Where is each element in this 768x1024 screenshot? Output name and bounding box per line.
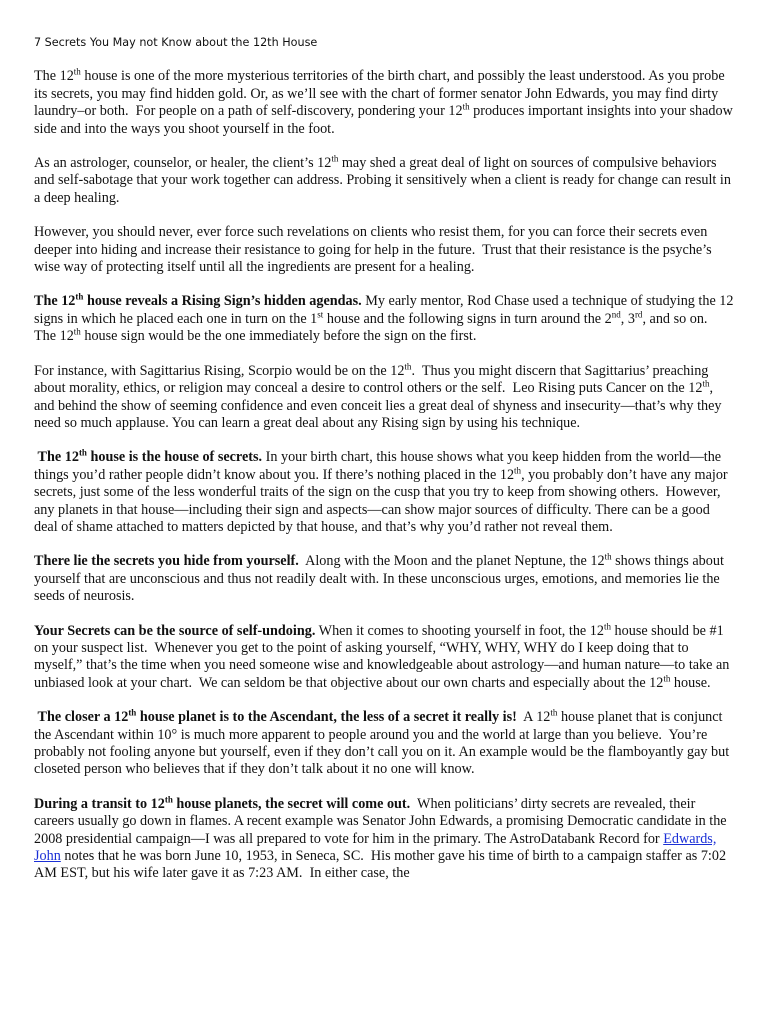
paragraph-intro: The 12th house is one of the more mysterious territories of the birth chart, and possibly the least understood. As you probe its secrets, you may find hidden gold. Or, as we’ll see with the chart of former senator John Edwards, you may find dirty laundry–or both. For people on a path of self-discovery, pondering your 12th produces important insights into your shadow side and into the ways you shoot yourself in the foot. [34,66,733,137]
paragraph-rising-sign: The 12th house reveals a Rising Sign’s hidden agendas. My early mentor, Rod Chase used a technique of studying the 12 signs in which he placed each one in turn on the 1st house and the following signs in turn around the 2nd, 3rd, and so on. The 12th house sign would be the one immediately before the sign on the first. [34,291,734,345]
paragraph-hide-from-yourself: There lie the secrets you hide from yourself. Along with the Moon and the planet Neptune, the 12th shows things about yourself that are unconscious and thus not readily dealt with. In these unconscious urges, emotions, and memories lie the seeds of neurosis. [34,551,724,605]
paragraph-self-undoing: Your Secrets can be the source of self-undoing. When it comes to shooting yourself in foot, the 12th house should be #1 on your suspect list. Whenever you get to the point of asking yourself, “WHY, WHY, WHY do I keep doing that to myself,” that’s the time when you need someone wise and knowledgeable about astrology—and human nature—to take an unbiased look at your chart. We can seldom be that objective about our own charts and especially about the 12th house. [34,620,730,691]
document-body [34,68,734,882]
paragraph-sagittarius: For instance, with Sagittarius Rising, Scorpio would be on the 12th. Thus you might discern that Sagittarius’ preaching about morality, ethics, or religion may conceal a desire to control others or the self. Leo Rising puts Cancer on the 12th, and behind the show of seeming confidence and even conceit lies a great deal of shyness and insecurity—that’s why they need so much applause. You can learn a great deal about any Rising sign by using his technique. [34,360,722,431]
paragraph-ascendant: The closer a 12th house planet is to the Ascendant, the less of a secret it really is! A 12th house planet that is conjunct the Ascendant within 10° is much more apparent to people around you and the world at large than you believe. You’re probably not fooling anyone but yourself, even if they don’t call you on it. An example would be the flamboyantly gay but closeted person who believes that if they don’t talk about it no one will know. [34,707,730,778]
document-page [34,34,734,900]
document-title: 7 Secrets You May not Know about the 12th House [34,36,318,49]
paragraph-transit: During a transit to 12th house planets, the secret will come out. When politicians’ dirty secrets are revealed, their careers usually go down in flames. A recent example was Senator John Edwards, a promising Democratic candidate in the 2008 presidential campaign—I was all prepared to vote for him in the primary. The AstroDatabank Record for Edwards, John notes that he was born June 10, 1953, in Seneca, SC. His mother gave his time of birth to a campaign staffer as 7:02 AM EST, but his wife later gave it as 7:23 AM. In either case, the [34,794,727,882]
paragraph-astrologer: As an astrologer, counselor, or healer, the client’s 12th may shed a great deal of light on sources of compulsive behaviors and self-sabotage that your work together can address. Probing it sensitively when a client is ready for change can result in a deep healing. [34,153,731,206]
edwards-john-link[interactable]: Edwards, John [34,830,717,865]
paragraph-resistance: However, you should never, ever force such revelations on clients who resist them, for you can force their secrets even deeper into hiding and increase their resistance to going for help in the future. Trust that their resistance is the psyche’s wise way of protecting itself until all the ingredients are present for a healing. [34,224,712,276]
paragraph-house-of-secrets: The 12th house is the house of secrets. In your birth chart, this house shows what you keep hidden from the world—the things you’d rather people didn’t know about you. If there’s nothing placed in the 12th, you probably don’t have any major secrets, just some of the less wonderful traits of the sign on the cusp that you try to keep from showing others. However, any planets in that house—including their sign and aspects—can show major sources of difficulty. There can be a good deal of shame attached to matters depicted by that house, and that’s why you’d rather not reveal them. [34,447,728,535]
